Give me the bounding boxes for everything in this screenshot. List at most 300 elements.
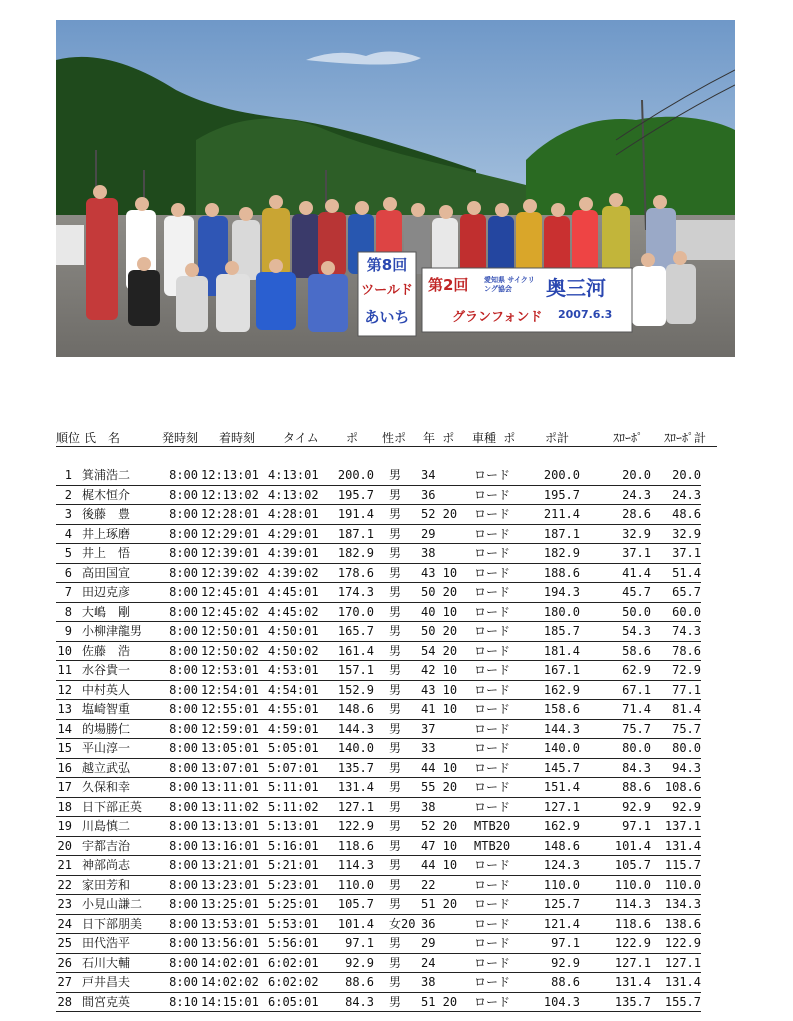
table-row [0,525,793,545]
table-row [0,564,793,584]
cell-car: ロード [474,682,511,697]
cell-finish: 13:05:01 [201,741,259,755]
cell-points: 161.4 [337,643,374,658]
cell-name: 間宮克英 [82,994,131,1009]
cell-car: ロード [474,526,511,541]
cell-slope: 80.0 [622,741,651,755]
cell-sex: 男 [389,975,402,989]
cell-age: 24 [421,955,436,970]
cell-car: MTB20 [474,838,511,853]
cell-slope: 131.4 [614,975,651,989]
cell-sex: 男 [389,546,402,560]
cell-slope-total: 137.1 [664,819,701,833]
cell-points: 105.7 [337,897,374,911]
cell-car: ロード [474,916,511,931]
cell-rank: 2 [64,487,72,502]
results-table-header [0,427,793,447]
cell-start: 8:00 [169,624,198,638]
cell-rank: 26 [57,955,72,970]
cell-total: 125.7 [543,897,580,911]
table-row [0,973,793,993]
cell-slope: 50.0 [622,604,651,619]
cell-finish: 12:29:01 [201,526,259,541]
cell-rank: 6 [64,565,72,580]
cell-sex: 男 [389,643,402,658]
cell-start: 8:00 [169,819,198,833]
cell-points: 135.7 [337,760,374,775]
cell-slope: 54.3 [622,624,651,638]
cell-slope: 105.7 [614,858,651,872]
cell-rank: 12 [57,682,72,697]
cell-age: 44 10 [421,858,458,872]
cell-rank: 18 [57,799,72,814]
cell-points: 84.3 [345,994,374,1009]
cell-start: 8:00 [169,507,198,521]
cell-slope: 101.4 [614,838,651,853]
cell-points: 127.1 [337,799,374,814]
cell-name: 梶木恒介 [82,487,131,502]
cell-total: 162.9 [543,682,580,697]
cell-points: 110.0 [337,877,374,892]
cell-sex: 男 [389,507,402,521]
table-row [0,759,793,779]
table-row [0,954,793,974]
cell-age: 47 10 [421,838,458,853]
cell-slope: 88.6 [622,780,651,794]
cell-sex: 男 [389,877,402,892]
cell-time: 4:29:01 [268,526,319,541]
cell-rank: 17 [57,780,72,794]
cell-slope-total: 131.4 [664,838,701,853]
cell-age: 34 [421,468,436,482]
cell-age: 41 10 [421,702,458,716]
table-row [0,876,793,896]
cell-name: 小見山謙二 [82,897,143,911]
cell-slope: 114.3 [614,897,651,911]
cell-sex: 男 [389,741,402,755]
cell-finish: 14:15:01 [201,994,259,1009]
cell-points: 101.4 [337,916,374,931]
cell-age: 38 [421,799,436,814]
table-row [0,739,793,759]
cell-slope-total: 80.0 [672,741,701,755]
cell-finish: 12:28:01 [201,507,259,521]
cell-time: 4:59:01 [268,721,319,736]
header-rank: 順位 [56,431,81,445]
cell-rank: 16 [57,760,72,775]
cell-age: 36 [421,916,436,931]
cell-sex: 男 [389,994,402,1009]
cell-start: 8:10 [169,994,198,1009]
cell-finish: 12:39:02 [201,565,259,580]
cell-age: 44 10 [421,760,458,775]
cell-time: 4:55:01 [268,702,319,716]
cell-total: 158.6 [543,702,580,716]
cell-car: ロード [474,858,511,872]
cell-sex: 男 [389,682,402,697]
table-row [0,993,793,1013]
table-row [0,661,793,681]
table-row [0,681,793,701]
cell-total: 92.9 [551,955,580,970]
cell-sex: 男 [389,780,402,794]
cell-rank: 4 [64,526,72,541]
cell-start: 8:00 [169,663,198,677]
cell-slope: 84.3 [622,760,651,775]
cell-total: 110.0 [543,877,580,892]
cell-points: 88.6 [345,975,374,989]
cell-points: 92.9 [345,955,374,970]
banner-right [422,268,632,332]
cell-slope: 32.9 [622,526,651,541]
cell-car: ロード [474,955,511,970]
cell-points: 178.6 [337,565,374,580]
table-row [0,603,793,623]
cell-rank: 10 [57,643,72,658]
cell-start: 8:00 [169,546,198,560]
banner-left-line-3: あいち [364,308,410,326]
cell-name: 家田芳和 [82,877,131,892]
cell-total: 121.4 [543,916,580,931]
cell-time: 4:45:02 [268,604,319,619]
cell-points: 118.6 [337,838,374,853]
table-row [0,856,793,876]
cell-slope-total: 51.4 [672,565,701,580]
cell-name: 井上琢磨 [82,526,131,541]
table-row [0,466,793,486]
cell-slope-total: 94.3 [672,760,701,775]
cell-finish: 13:25:01 [201,897,259,911]
cell-name: 塩崎智重 [82,702,131,716]
cell-age: 52 20 [421,819,458,833]
cell-total: 194.3 [543,585,580,599]
cell-total: 187.1 [543,526,580,541]
cell-age: 50 20 [421,585,458,599]
cell-points: 122.9 [337,819,374,833]
cell-name: 日下部朋美 [82,916,143,931]
cell-total: 185.7 [543,624,580,638]
header-divider [56,446,717,447]
cell-time: 4:50:01 [268,624,319,638]
cell-slope: 75.7 [622,721,651,736]
cell-total: 151.4 [543,780,580,794]
cell-name: 小柳津龍男 [82,624,143,638]
cell-finish: 13:56:01 [201,936,259,950]
cell-slope: 41.4 [622,565,651,580]
cell-name: 石川大輔 [82,955,131,970]
table-row [0,505,793,525]
table-row [0,583,793,603]
cell-points: 170.0 [337,604,374,619]
cell-time: 5:56:01 [268,936,319,950]
cell-points: 148.6 [337,702,374,716]
cell-sex: 男 [389,858,402,872]
header-slope-total: ｽﾛｰﾎﾟ計 [664,431,707,445]
cell-sex: 男 [389,702,402,716]
cell-sex: 男 [389,565,402,580]
cell-points: 200.0 [337,468,374,482]
cell-time: 4:39:02 [268,565,319,580]
cell-total: 180.0 [543,604,580,619]
cell-finish: 12:55:01 [201,702,259,716]
banner-right-top: 第2回 [428,276,469,294]
cell-slope: 97.1 [622,819,651,833]
table-row [0,934,793,954]
header-finish: 着時刻 [219,431,256,445]
cell-age: 42 10 [421,663,458,677]
cell-total: 211.4 [543,507,580,521]
cell-car: ロード [474,897,511,911]
header-total: ポ計 [545,431,570,445]
cell-car: ロード [474,624,511,638]
cell-total: 162.9 [543,819,580,833]
cell-slope-total: 72.9 [672,663,701,677]
cell-total: 127.1 [543,799,580,814]
cell-start: 8:00 [169,897,198,911]
table-row [0,486,793,506]
cell-slope-total: 108.6 [664,780,701,794]
cell-points: 187.1 [337,526,374,541]
cell-rank: 21 [57,858,72,872]
cell-car: ロード [474,468,511,482]
cell-car: ロード [474,975,511,989]
table-row [0,837,793,857]
cell-rank: 11 [57,663,72,677]
cell-sex: 男 [389,624,402,638]
cell-slope-total: 75.7 [672,721,701,736]
cell-time: 4:45:01 [268,585,319,599]
cell-start: 8:00 [169,780,198,794]
cell-car: ロード [474,760,511,775]
cell-slope: 37.1 [622,546,651,560]
cell-start: 8:00 [169,936,198,950]
header-sex-pt: 性ポ [382,431,407,445]
header-start: 発時刻 [162,431,199,445]
cell-total: 148.6 [543,838,580,853]
cell-slope-total: 110.0 [664,877,701,892]
table-row [0,720,793,740]
cell-points: 195.7 [337,487,374,502]
cell-finish: 12:13:01 [201,468,259,482]
cell-name: 井上 悟 [82,546,131,560]
cell-time: 5:13:01 [268,819,319,833]
cell-total: 181.4 [543,643,580,658]
cell-rank: 7 [64,585,72,599]
cell-age: 52 20 [421,507,458,521]
cell-points: 97.1 [345,936,374,950]
cell-start: 8:00 [169,877,198,892]
cell-start: 8:00 [169,526,198,541]
cell-rank: 25 [57,936,72,950]
cell-finish: 13:21:01 [201,858,259,872]
cell-slope-total: 20.0 [672,468,701,482]
group-photo [56,20,735,357]
cell-age: 43 10 [421,565,458,580]
table-row [0,798,793,818]
cell-sex: 男 [389,526,402,541]
cell-car: ロード [474,877,511,892]
cell-total: 195.7 [543,487,580,502]
cell-slope: 118.6 [614,916,651,931]
cell-car: ロード [474,604,511,619]
cell-slope: 110.0 [614,877,651,892]
cell-finish: 14:02:01 [201,955,259,970]
cell-slope-total: 48.6 [672,507,701,521]
cell-slope: 67.1 [622,682,651,697]
cell-slope-total: 60.0 [672,604,701,619]
cell-total: 104.3 [543,994,580,1009]
cell-finish: 13:11:01 [201,780,259,794]
cell-start: 8:00 [169,858,198,872]
cell-points: 131.4 [337,780,374,794]
cell-name: 平山淳一 [82,741,131,755]
cell-slope-total: 24.3 [672,487,701,502]
cell-time: 5:11:02 [268,799,319,814]
cell-name: 大嶋 剛 [82,604,131,619]
cell-rank: 24 [57,916,72,931]
table-row [0,915,793,935]
cell-rank: 3 [64,507,72,521]
cell-rank: 13 [57,702,72,716]
cell-car: ロード [474,663,511,677]
header-time: タイム [283,431,319,445]
cell-total: 182.9 [543,546,580,560]
header-slope: ｽﾛｰﾎﾟ [613,431,644,445]
cell-name: 田辺克彦 [82,585,131,599]
cell-sex: 男 [389,799,402,814]
cell-points: 165.7 [337,624,374,638]
cell-rank: 22 [57,877,72,892]
cell-points: 140.0 [337,741,374,755]
cell-slope: 20.0 [622,468,651,482]
cell-slope: 92.9 [622,799,651,814]
cell-age: 51 20 [421,897,458,911]
cell-car: ロード [474,585,511,599]
cell-finish: 13:23:01 [201,877,259,892]
cell-finish: 14:02:02 [201,975,259,989]
cell-finish: 12:50:01 [201,624,259,638]
cell-start: 8:00 [169,838,198,853]
results-table-body [0,466,793,1012]
cell-age: 55 20 [421,780,458,794]
cell-age: 51 20 [421,994,458,1009]
cell-car: ロード [474,507,511,521]
cell-car: ロード [474,780,511,794]
table-row [0,642,793,662]
cell-slope: 135.7 [614,994,651,1009]
cell-car: ロード [474,565,511,580]
cell-slope: 24.3 [622,487,651,502]
cell-finish: 13:11:02 [201,799,259,814]
cell-car: ロード [474,643,511,658]
cell-slope-total: 131.4 [664,975,701,989]
cell-age: 37 [421,721,436,736]
cell-rank: 23 [57,897,72,911]
cell-points: 174.3 [337,585,374,599]
cell-start: 8:00 [169,721,198,736]
cell-car: MTB20 [474,819,511,833]
cell-name: 佐藤 浩 [82,643,131,658]
cell-total: 145.7 [543,760,580,775]
cell-time: 4:28:01 [268,507,319,521]
cell-start: 8:00 [169,975,198,989]
cell-total: 124.3 [543,858,580,872]
cell-total: 144.3 [543,721,580,736]
cell-finish: 13:53:01 [201,916,259,931]
banner-left-line-1: 第8回 [366,256,408,274]
cell-age: 29 [421,936,436,950]
banner-left-line-2: ツールド [361,283,413,298]
cell-points: 114.3 [337,858,374,872]
banner-right-sub: グランフォンド [452,310,543,325]
table-row [0,778,793,798]
cell-slope: 127.1 [614,955,651,970]
cell-name: 的場勝仁 [82,721,131,736]
cell-time: 5:11:01 [268,780,319,794]
cell-time: 5:21:01 [268,858,319,872]
cell-name: 箕浦浩二 [82,468,131,482]
cell-rank: 9 [64,624,72,638]
cell-start: 8:00 [169,604,198,619]
cell-time: 5:25:01 [268,897,319,911]
cell-slope-total: 92.9 [672,799,701,814]
cell-time: 6:05:01 [268,994,319,1009]
cell-age: 43 10 [421,682,458,697]
cell-name: 久保和幸 [82,780,131,794]
cell-finish: 12:45:02 [201,604,259,619]
cell-sex: 女20 [389,916,416,931]
cell-total: 200.0 [543,468,580,482]
cell-slope-total: 115.7 [664,858,701,872]
cell-sex: 男 [389,936,402,950]
cell-sex: 男 [389,838,402,853]
cell-car: ロード [474,702,511,716]
cell-name: 田代浩平 [82,936,131,950]
cell-total: 88.6 [551,975,580,989]
cell-slope: 71.4 [622,702,651,716]
cell-start: 8:00 [169,643,198,658]
banner-right-date: 2007.6.3 [558,308,613,321]
cell-time: 5:23:01 [268,877,319,892]
cell-start: 8:00 [169,916,198,931]
cell-slope-total: 78.6 [672,643,701,658]
cell-age: 50 20 [421,624,458,638]
cell-start: 8:00 [169,702,198,716]
cell-rank: 8 [64,604,72,619]
cell-total: 97.1 [551,936,580,950]
table-row [0,544,793,564]
cell-sex: 男 [389,663,402,677]
cell-time: 4:50:02 [268,643,319,658]
cell-time: 6:02:02 [268,975,319,989]
cell-time: 5:53:01 [268,916,319,931]
header-name: 氏 名 [84,431,121,445]
cell-points: 157.1 [337,663,374,677]
cell-points: 152.9 [337,682,374,697]
cell-rank: 19 [57,819,72,833]
cell-slope-total: 74.3 [672,624,701,638]
cell-finish: 13:07:01 [201,760,259,775]
cell-name: 川島慎二 [82,819,131,833]
cell-start: 8:00 [169,741,198,755]
cell-start: 8:00 [169,487,198,502]
cell-car: ロード [474,721,511,736]
cell-finish: 12:39:01 [201,546,259,560]
header-age-pt: 年 ポ [423,431,455,445]
cell-age: 54 20 [421,643,458,658]
cell-start: 8:00 [169,682,198,697]
table-row [0,817,793,837]
